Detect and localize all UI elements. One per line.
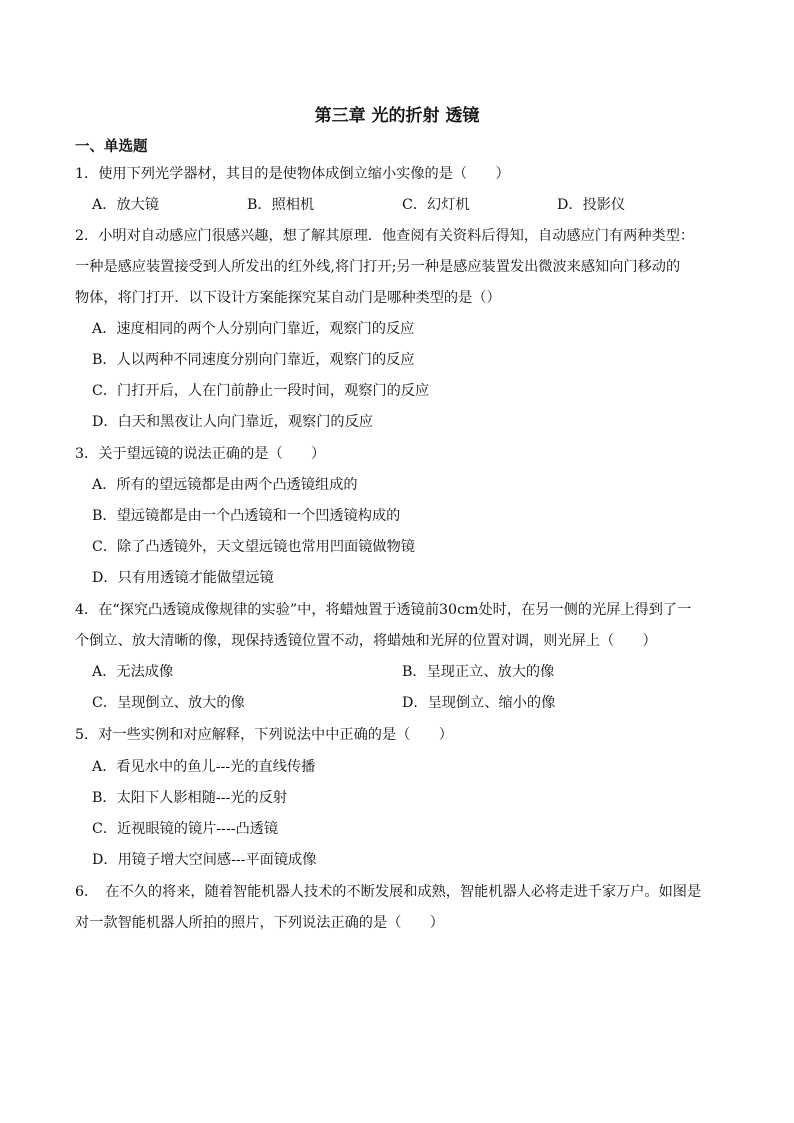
question-4-text-line-2: 个倒立、放大清晰的像，现保持透镜位置不动，将蜡烛和光屏的位置对调，则光屏上（ ）	[75, 633, 657, 649]
question-2-text-line-1: 2．小明对自动感应门很感兴趣，想了解其原理．他查阅有关资料后得知，自动感应门有两种类型：	[75, 228, 695, 244]
question-5-option-b: B．太阳下人影相随---光的反射	[92, 790, 288, 806]
question-1-option-a: A．放大镜	[92, 197, 159, 213]
question-3-option-a: A．所有的望远镜都是由两个凸透镜组成的	[92, 477, 358, 493]
question-2-option-c: C．门打开后，人在门前静止一段时间，观察门的反应	[92, 383, 430, 399]
question-5-option-c: C．近视眼镜的镜片----凸透镜	[92, 821, 279, 837]
question-3-option-b: B．望远镜都是由一个凸透镜和一个凹透镜构成的	[92, 508, 401, 524]
question-3-option-c: C．除了凸透镜外，天文望远镜也常用凹面镜做物镜	[92, 539, 415, 555]
question-1-option-d: D．投影仪	[557, 197, 626, 213]
question-5-option-d: D．用镜子增大空间感---平面镜成像	[92, 852, 317, 868]
question-4-option-a: A．无法成像	[92, 664, 174, 680]
question-1-text: 1．使用下列光学器材，其目的是使物体成倒立缩小实像的是（ ）	[75, 166, 510, 182]
question-4-option-d: D．呈现倒立、缩小的像	[402, 695, 556, 711]
question-2-option-d: D．白天和黑夜让人向门靠近，观察门的反应	[92, 414, 373, 430]
question-3-text: 3．关于望远镜的说法正确的是（ ）	[75, 446, 326, 462]
question-1-option-c: C．幻灯机	[402, 197, 470, 213]
question-2-option-a: A．速度相同的两个人分别向门靠近，观察门的反应	[92, 321, 415, 337]
question-5-option-a: A．看见水中的鱼儿---光的直线传播	[92, 759, 316, 775]
question-1-option-b: B．照相机	[247, 197, 315, 213]
question-5-text: 5．对一些实例和对应解释，下列说法中中正确的是（ ）	[75, 727, 453, 743]
section-heading: 一、单选题	[75, 138, 148, 155]
question-2-option-b: B．人以两种不同速度分别向门靠近，观察门的反应	[92, 352, 415, 368]
page-title: 第三章 光的折射 透镜	[314, 106, 480, 126]
question-4-text-line-1: 4．在“探究凸透镜成像规律的实验”中，将蜡烛置于透镜前30cm处时，在另一侧的光屏上得到了一	[75, 602, 692, 618]
question-2-text-line-2: 一种是感应装置接受到人所发出的红外线,将门打开;另一种是感应装置发出微波来感知向门移动的	[75, 259, 681, 275]
question-6-text-line-1: 6． 在不久的将来，随着智能机器人技术的不断发展和成熟，智能机器人必将走进千家万户。如图是	[75, 884, 702, 900]
question-2-text-line-3: 物体，将门打开．以下设计方案能探究某自动门是哪种类型的是（）	[75, 290, 501, 306]
question-4-option-b: B．呈现正立、放大的像	[402, 664, 555, 680]
question-4-option-c: C．呈现倒立、放大的像	[92, 695, 245, 711]
question-3-option-d: D．只有用透镜才能做望远镜	[92, 570, 274, 586]
question-6-text-line-2: 对一款智能机器人所拍的照片，下列说法正确的是（ ）	[75, 915, 444, 931]
